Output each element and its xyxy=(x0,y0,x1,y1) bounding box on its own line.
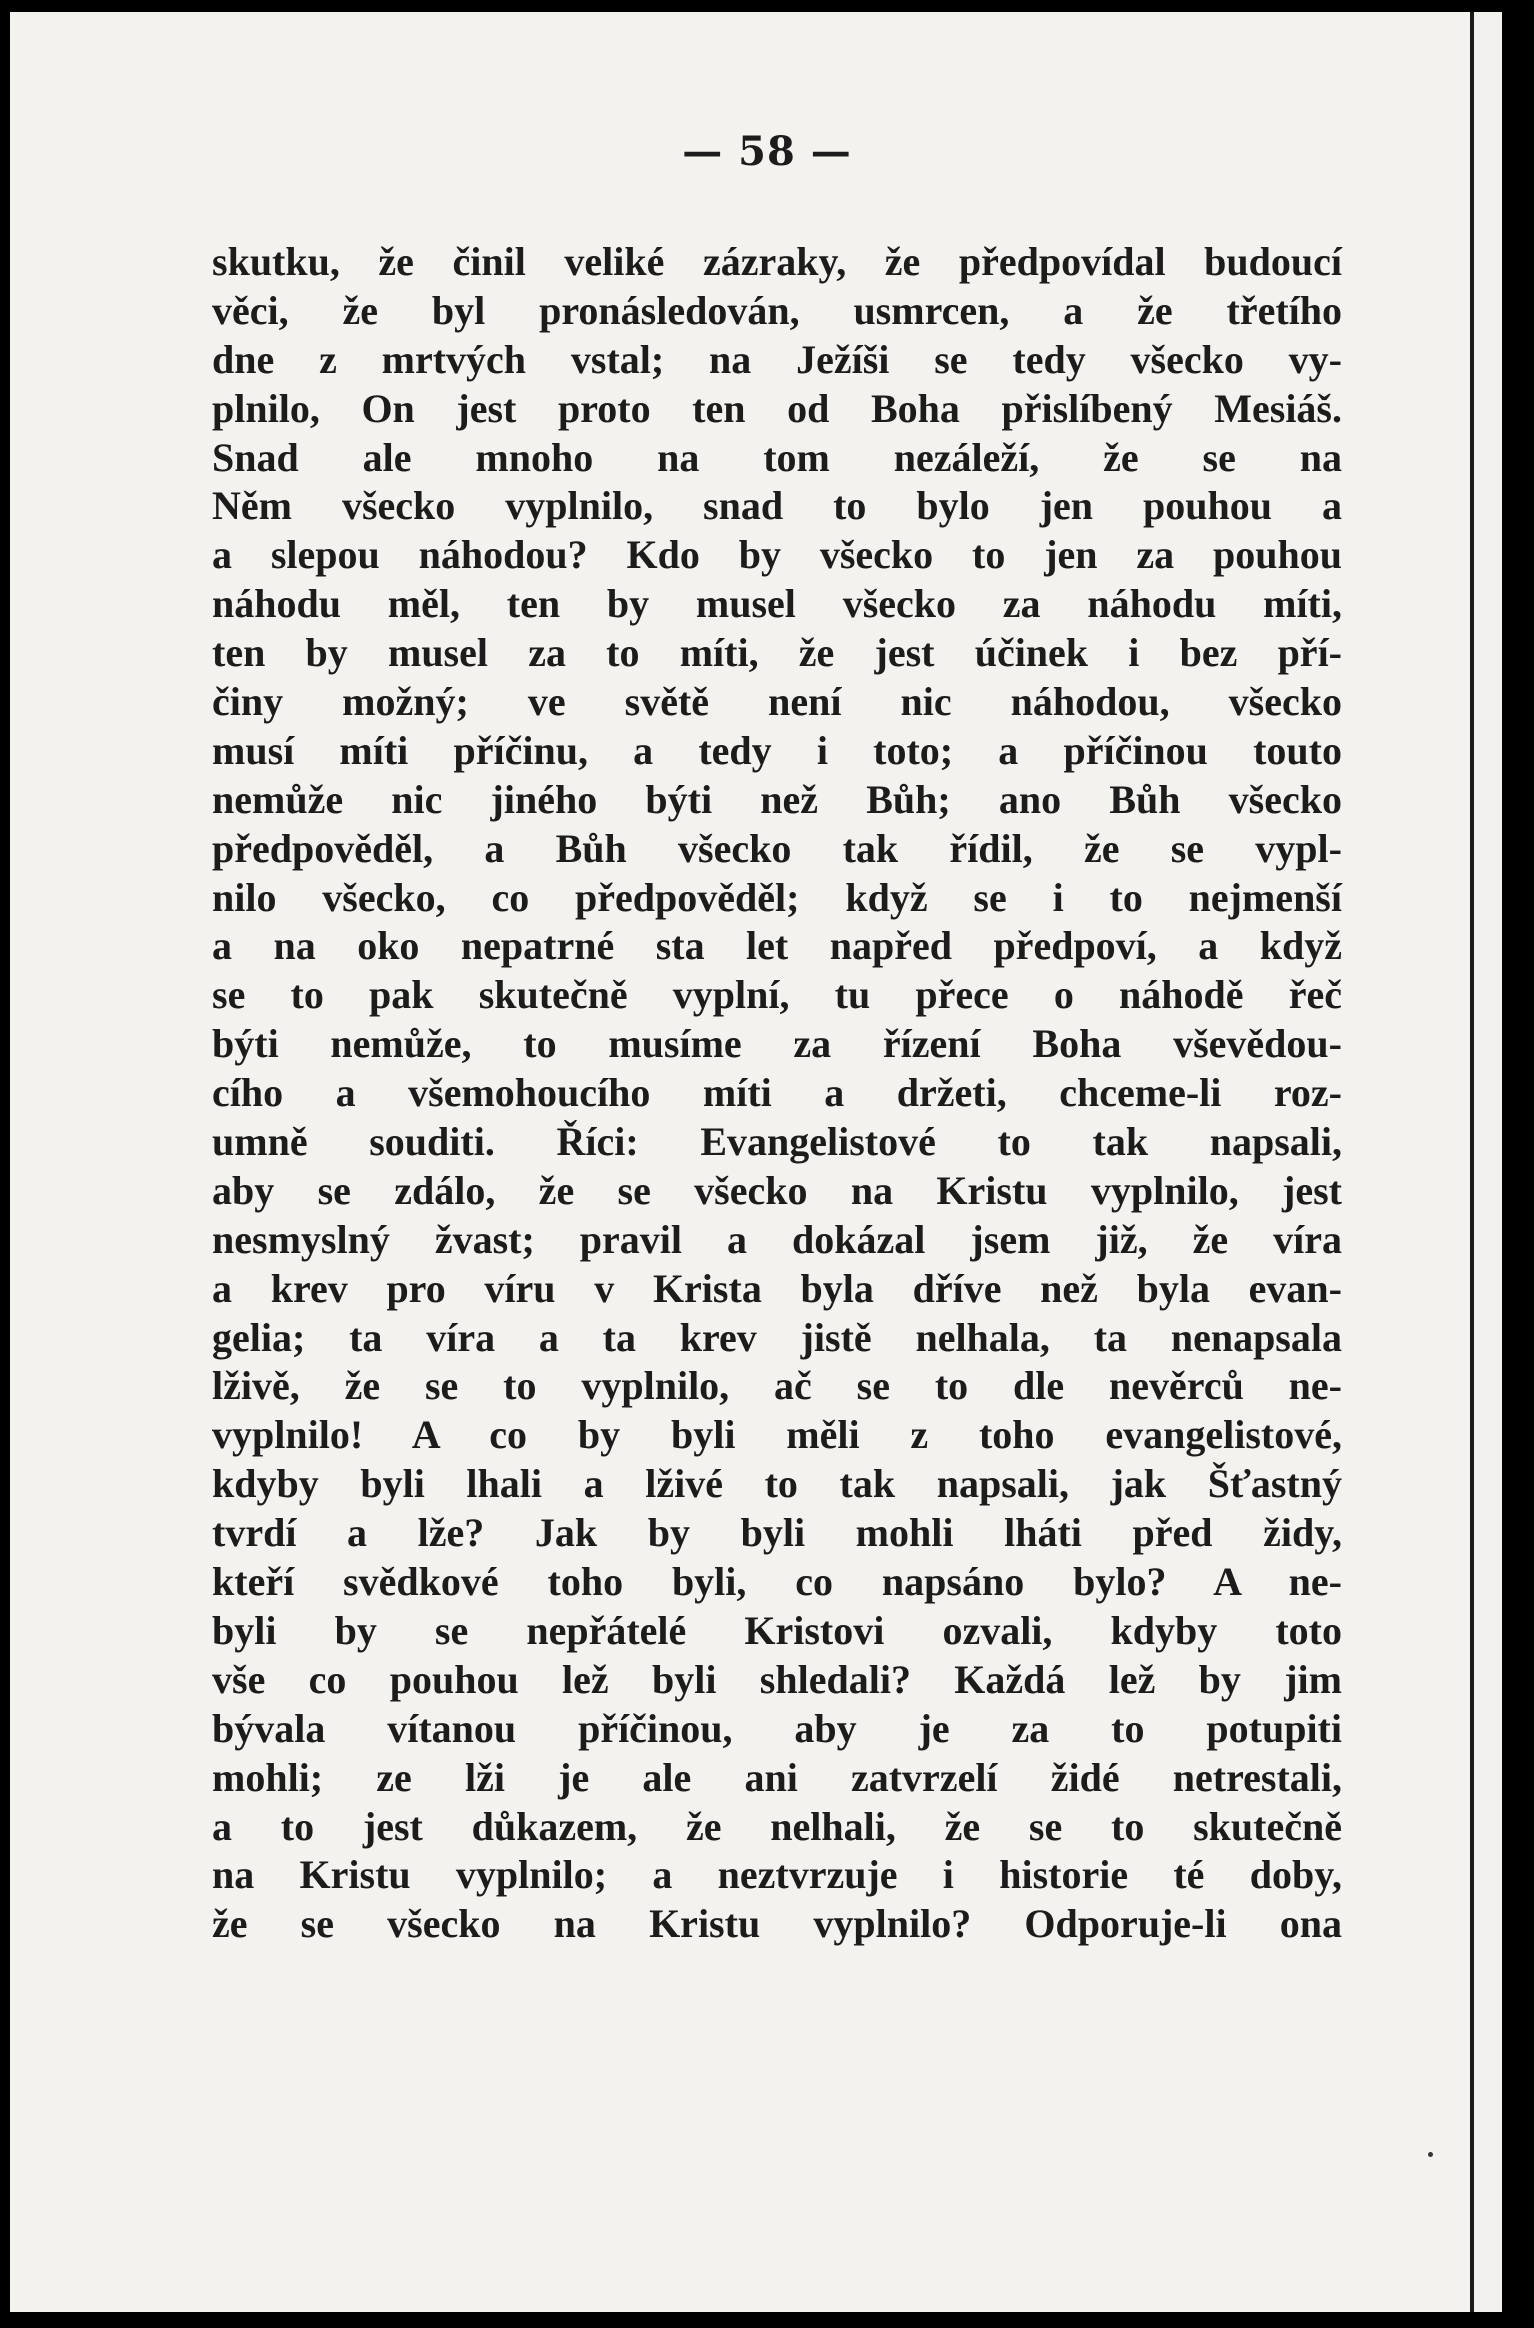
text-line: nilo všecko, co předpověděl; když se i to nejmenší xyxy=(212,874,1342,920)
text-line: vše co pouhou lež byli shledali? Každá lež by jim xyxy=(212,1656,1342,1702)
text-line: býti nemůže, to musíme za řízení Boha vševědou- xyxy=(212,1021,1342,1067)
text-line: umně souditi. Říci: Evangelistové to tak napsali, xyxy=(212,1119,1342,1165)
text-line: nemůže nic jiného býti než Bůh; ano Bůh všecko xyxy=(212,776,1342,822)
text-line: nesmyslný žvast; pravil a dokázal jsem již, že víra xyxy=(212,1216,1342,1262)
text-line: činy možný; ve světě není nic náhodou, všecko xyxy=(212,679,1342,725)
text-line: mohli; ze lži je ale ani zatvrzelí židé netrestali, xyxy=(212,1754,1342,1800)
text-line: že se všecko na Kristu vyplnilo? Odporuje-li ona xyxy=(212,1901,1342,1947)
body-text xyxy=(212,238,1342,1949)
page-number: — 58 — xyxy=(682,128,852,175)
text-line: musí míti příčinu, a tedy i toto; a příčinou touto xyxy=(212,727,1342,773)
text-line: aby se zdálo, že se všecko na Kristu vyplnilo, jest xyxy=(212,1167,1342,1213)
text-line: náhodu měl, ten by musel všecko za náhodu míti, xyxy=(212,581,1342,627)
text-line: na Kristu vyplnilo; a neztvrzuje i historie té doby, xyxy=(212,1852,1342,1898)
text-line: cího a všemohoucího míti a držeti, chceme-li roz- xyxy=(212,1070,1342,1116)
text-line: gelia; ta víra a ta krev jistě nelhala, ta nenapsala xyxy=(212,1314,1342,1360)
text-line: kteří svědkové toho byli, co napsáno bylo? A ne- xyxy=(212,1559,1342,1605)
text-line: a slepou náhodou? Kdo by všecko to jen za pouhou xyxy=(212,532,1342,578)
text-line: byli by se nepřátelé Kristovi ozvali, kdyby toto xyxy=(212,1607,1342,1653)
speck xyxy=(1428,2152,1433,2157)
text-line: Něm všecko vyplnilo, snad to bylo jen pouhou a xyxy=(212,483,1342,529)
text-line: a krev pro víru v Krista byla dříve než byla evan- xyxy=(212,1265,1342,1311)
page-edge xyxy=(1470,12,1502,2312)
text-line: se to pak skutečně vyplní, tu přece o náhodě řeč xyxy=(212,972,1342,1018)
text-line: věci, že byl pronásledován, usmrcen, a že třetího xyxy=(212,287,1342,333)
text-line: dne z mrtvých vstal; na Ježíši se tedy všecko vy- xyxy=(212,336,1342,382)
text-line: kdyby byli lhali a lživé to tak napsali, jak Šťastný xyxy=(212,1461,1342,1507)
text-line: vyplnilo! A co by byli měli z toho evangelistové, xyxy=(212,1412,1342,1458)
text-line: a to jest důkazem, že nelhali, že se to skutečně xyxy=(212,1803,1342,1849)
text-line: skutku, že činil veliké zázraky, že předpovídal budoucí xyxy=(212,239,1342,284)
text-line: bývala vítanou příčinou, aby je za to potupiti xyxy=(212,1705,1342,1751)
text-line: Snad ale mnoho na tom nezáleží, že se na xyxy=(212,434,1342,480)
text-line: lživě, že se to vyplnilo, ač se to dle nevěrců ne- xyxy=(212,1363,1342,1409)
text-line: tvrdí a lže? Jak by byli mohli lháti před židy, xyxy=(212,1510,1342,1556)
text-line: a na oko nepatrné sta let napřed předpoví, a když xyxy=(212,923,1342,969)
text-line: předpověděl, a Bůh všecko tak řídil, že se vypl- xyxy=(212,825,1342,871)
text-line: ten by musel za to míti, že jest účinek i bez pří- xyxy=(212,630,1342,676)
text-line: plnilo, On jest proto ten od Boha přislíbený Mesiáš. xyxy=(212,385,1342,431)
